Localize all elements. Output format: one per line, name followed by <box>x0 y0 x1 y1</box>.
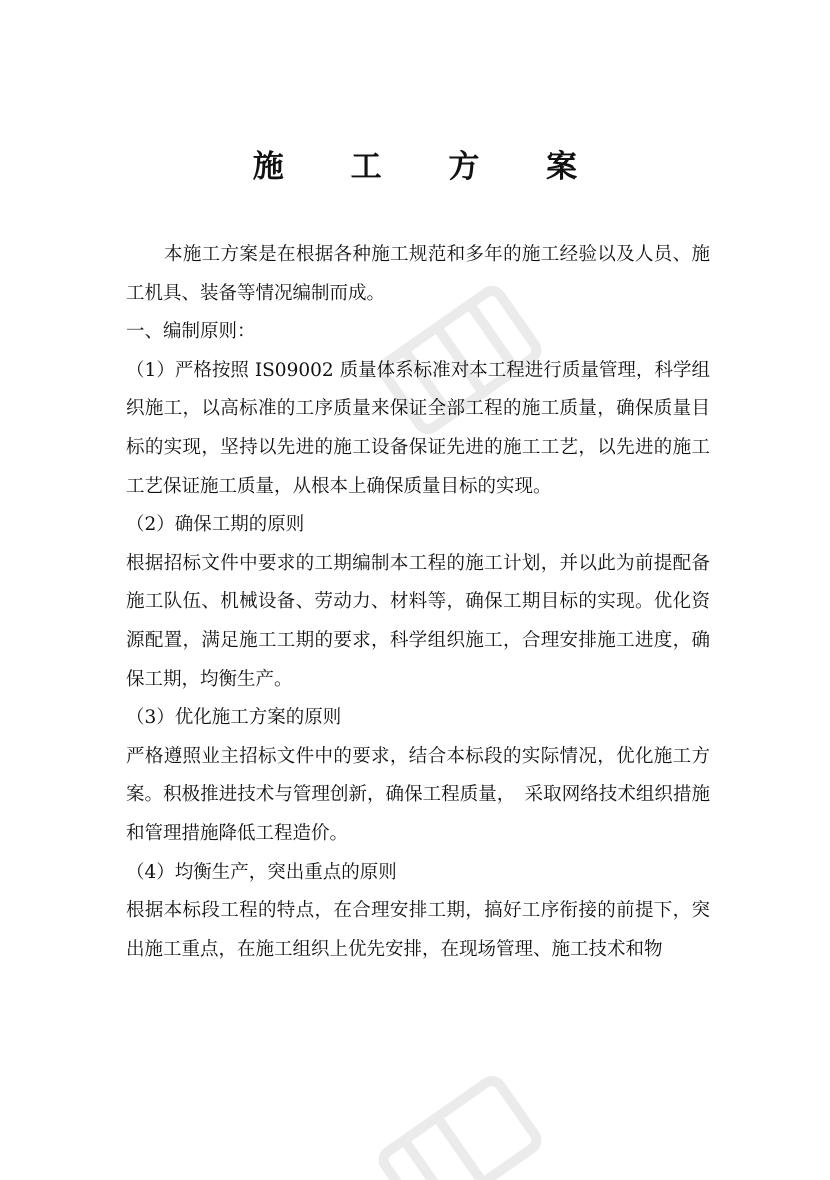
principle-3-paragraph: 严格遵照业主招标文件中的要求，结合本标段的实际情况，优化施工方案。积极推进技术与管理创新，确保工程质量， 采取网络技术组织措施和管理措施降低工程造价。 <box>126 745 710 844</box>
principle-2-heading: （2）确保工期的原则 <box>126 514 305 536</box>
document-body <box>126 236 710 969</box>
principle-2-paragraph: 根据招标文件中要求的工期编制本工程的施工计划，并以此为前提配备施工队伍、机械设备、劳动力、材料等，确保工期目标的实现。优化资源配置，满足施工工期的要求，科学组织施工，合理安排施工进度，确保工期，均衡生产。 <box>126 552 710 690</box>
principle-4-heading: （4）均衡生产，突出重点的原则 <box>126 861 397 883</box>
intro-paragraph: 本施工方案是在根据各种施工规范和多年的施工经验以及人员、施工机具、装备等情况编制而成。 <box>126 244 710 304</box>
principle-4-paragraph: 根据本标段工程的特点，在合理安排工期，搞好工序衔接的前提下，突出施工重点，在施工组织上优先安排，在现场管理、施工技术和物 <box>126 900 710 960</box>
principle-1-paragraph: （1）严格按照 IS09002 质量体系标准对本工程进行质量管理，科学组织施工，以高标准的工序质量来保证全部工程的施工质量，确保质量目标的实现，坚持以先进的施工设备保证先进的施工工艺，以先进的施工工艺保证施工质量，从根本上确保质量目标的实现。 <box>126 359 710 497</box>
watermark-icon <box>360 1050 560 1180</box>
section-heading: 一、编制原则： <box>126 321 256 343</box>
page-title: 施 工 方 案 <box>252 149 606 185</box>
principle-3-heading: （3）优化施工方案的原则 <box>126 707 342 729</box>
